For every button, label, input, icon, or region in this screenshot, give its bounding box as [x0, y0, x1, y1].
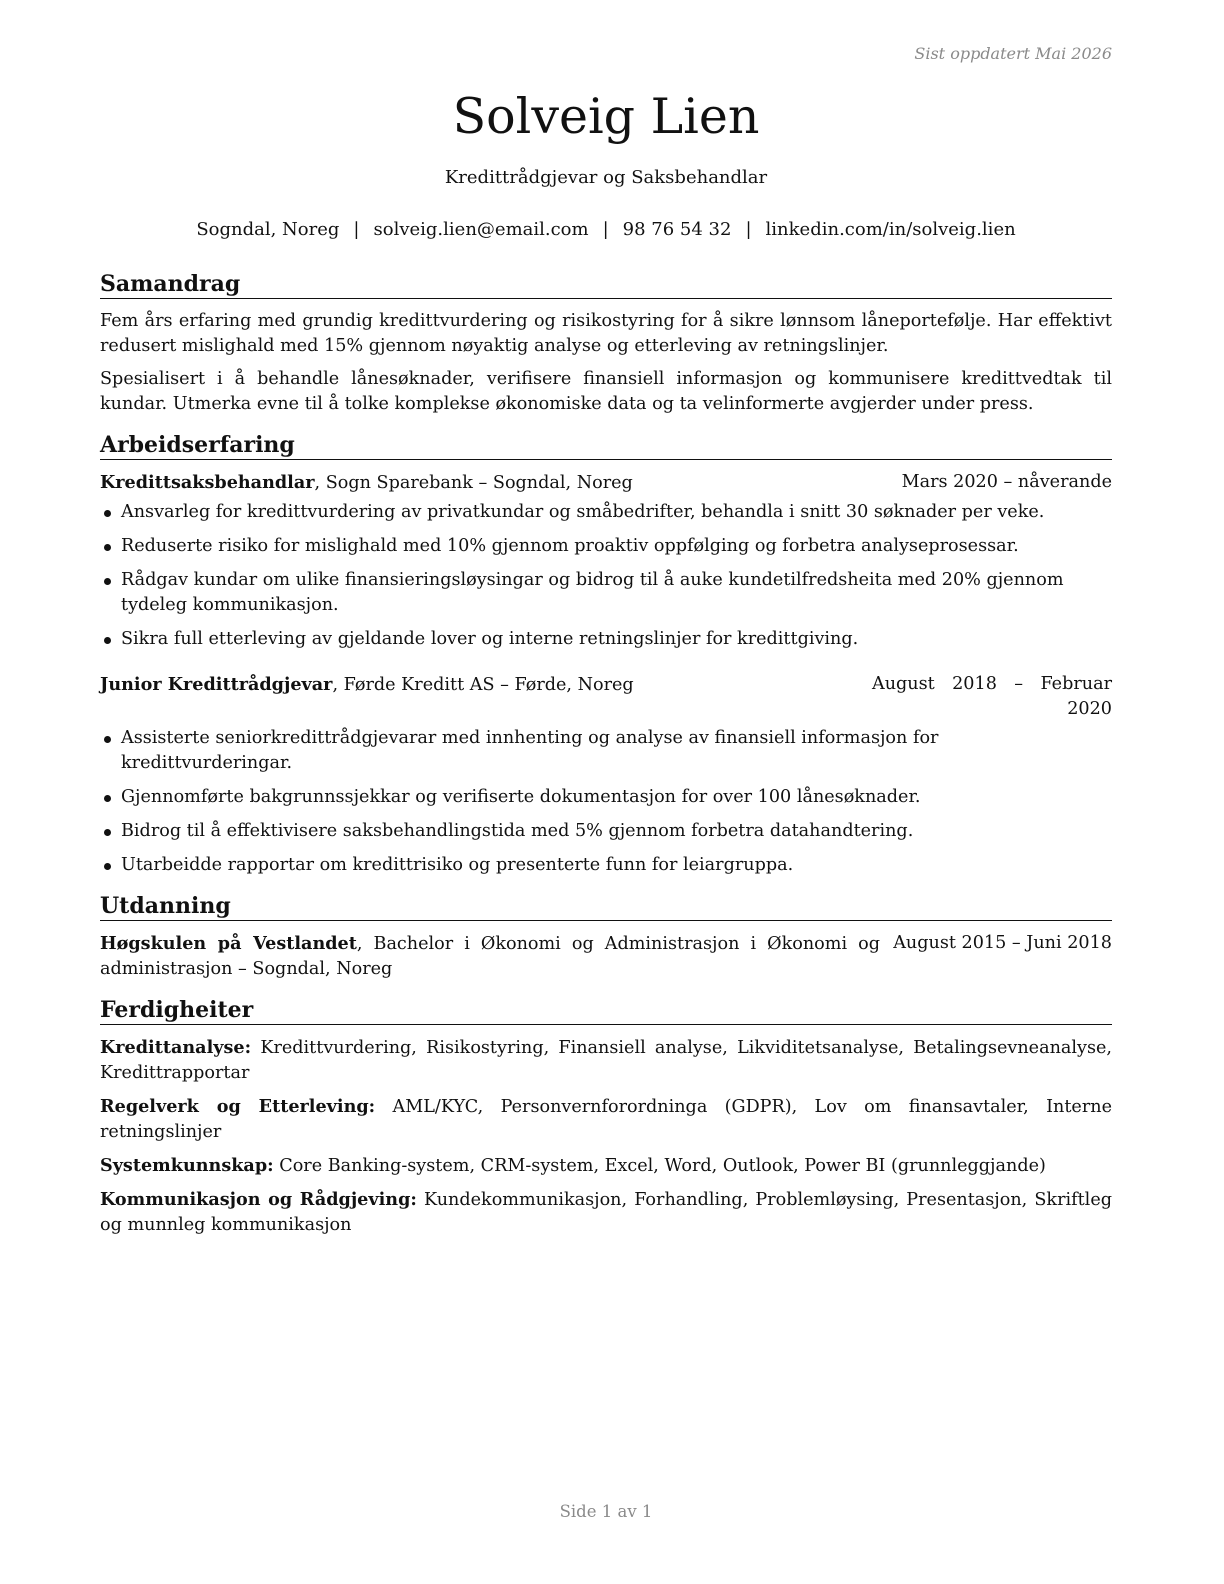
list-item — [100, 534, 1112, 559]
bullet-text: Assisterte seniorkredittrådgjevarar med innhenting og analyse av finansiell informasjon for kredittvurderingar. — [121, 728, 939, 773]
bullet-text: Bidrog til å effektivisere saksbehandlingstida med 5% gjennom forbetra datahandtering. — [121, 821, 914, 841]
bullet-icon — [104, 510, 111, 517]
list-item — [100, 627, 1112, 652]
bullet-icon — [104, 637, 111, 644]
job-header — [100, 470, 1112, 496]
list-item — [100, 785, 1112, 810]
skill-value: Kundekommunikasjon, Forhandling, Problemløysing, Presentasjon, Skriftleg og munnleg kommunikasjon — [100, 1190, 1112, 1235]
contact-location: Sogndal, Noreg — [196, 219, 340, 240]
job-dates: Mars 2020 – nåverande — [901, 472, 1112, 492]
contact-separator: | — [353, 219, 360, 240]
summary-paragraph: Spesialisert i å behandle lånesøknader, verifisere finansiell informasjon og kommunisere kredittvedtak til kundar. Utmerka evne til å tolke komplekse økonomiske data og ta velinformerte avgjerder under press. — [100, 369, 1112, 414]
skill-value: Kredittvurdering, Risikostyring, Finansiell analyse, Likviditetsanalyse, Betalingsevneanalyse, Kredittrapportar — [100, 1038, 1112, 1083]
skill-value: Core Banking-system, CRM-system, Excel, Word, Outlook, Power BI (grunnleggjande) — [273, 1156, 1046, 1176]
bullet-icon — [104, 829, 111, 836]
education-entry — [100, 931, 1112, 982]
candidate-title: Kredittrådgjevar og Saksbehandlar — [444, 167, 768, 188]
bullet-text: Ansvarleg for kredittvurdering av privatkundar og småbedrifter, behandla i snitt 30 søknader per veke. — [121, 502, 1045, 522]
bullet-text: Utarbeidde rapportar om kredittrisiko og presenterte funn for leiargruppa. — [121, 855, 794, 875]
bullet-icon — [104, 544, 111, 551]
list-item — [100, 500, 1112, 525]
education-school: Høgskulen på Vestlandet — [100, 933, 357, 954]
resume-page — [100, 0, 1112, 1584]
section-heading-summary: Samandrag — [100, 270, 1112, 299]
skill-label: Kommunikasjon og Rådgjeving: — [100, 1189, 417, 1210]
education-degree: , Bachelor i Økonomi og Administrasjon i Økonomi og administrasjon – Sogndal, Noreg — [100, 934, 880, 979]
contact-line — [100, 219, 1112, 240]
section-heading-experience: Arbeidserfaring — [100, 431, 1112, 460]
resume-content — [100, 270, 1112, 1246]
last-updated: Sist oppdatert Mai 2026 — [914, 44, 1112, 63]
job-employer: , Sogn Sparebank – Sogndal, Noreg — [314, 473, 633, 493]
bullet-text: Sikra full etterleving av gjeldande lover og interne retningslinjer for kredittgiving. — [121, 629, 859, 649]
contact-phone: 98 76 54 32 — [622, 219, 732, 240]
skill-label: Systemkunnskap: — [100, 1155, 274, 1176]
section-heading-skills: Ferdigheiter — [100, 996, 1112, 1025]
contact-separator: | — [745, 219, 752, 240]
skill-row — [100, 1153, 1112, 1179]
job-entry — [100, 470, 1112, 652]
skill-row — [100, 1035, 1112, 1086]
bullet-text: Rådgav kundar om ulike finansieringsløysingar og bidrog til å auke kundetilfredsheita med 20% gjennom tydeleg kommunikasjon. — [121, 570, 1064, 615]
job-role: Kredittsaksbehandlar — [100, 472, 315, 493]
contact-linkedin[interactable]: linkedin.com/in/solveig.lien — [765, 219, 1016, 240]
job-entry — [100, 672, 1112, 878]
job-title-line — [100, 672, 634, 698]
education-dates: August 2015 – Juni 2018 — [893, 933, 1112, 953]
education-title-line — [100, 931, 880, 982]
contact-separator: | — [602, 219, 609, 240]
job-header — [100, 672, 1112, 722]
section-heading-education: Utdanning — [100, 892, 1112, 921]
skill-label: Regelverk og Etterleving: — [100, 1096, 376, 1117]
candidate-name: Solveig Lien — [452, 88, 760, 145]
list-item — [100, 853, 1112, 878]
bullet-icon — [104, 736, 111, 743]
list-item — [100, 726, 1112, 776]
bullet-icon — [104, 795, 111, 802]
contact-email[interactable]: solveig.lien@email.com — [373, 219, 589, 240]
page-number: Side 1 av 1 — [559, 1502, 653, 1521]
job-employer: , Førde Kreditt AS – Førde, Noreg — [332, 675, 634, 695]
bullet-icon — [104, 863, 111, 870]
skill-row — [100, 1187, 1112, 1238]
job-dates: August 2018 – Februar 2020 — [872, 674, 1112, 719]
bullet-text: Gjennomførte bakgrunnssjekkar og verifiserte dokumentasjon for over 100 lånesøknader. — [121, 787, 921, 807]
job-title-line — [100, 470, 633, 496]
skill-label: Kredittanalyse: — [100, 1037, 252, 1058]
list-item — [100, 568, 1112, 618]
bullet-text: Reduserte risiko for mislighald med 10% gjennom proaktiv oppfølging og forbetra analyseprosessar. — [121, 536, 1019, 556]
skill-row — [100, 1094, 1112, 1145]
job-role: Junior Kredittrådgjevar — [100, 674, 333, 695]
summary-paragraph: Fem års erfaring med grundig kredittvurdering og risikostyring for å sikre lønnsom låneportefølje. Har effektivt redusert mislighald med 15% gjennom nøyaktig analyse og etterleving av retningslinjer. — [100, 311, 1112, 356]
job-bullets — [100, 500, 1112, 652]
bullet-icon — [104, 578, 111, 585]
list-item — [100, 819, 1112, 844]
skill-value: AML/KYC, Personvernforordninga (GDPR), Lov om finansavtaler, Interne retningslinjer — [100, 1097, 1112, 1142]
job-bullets — [100, 726, 1112, 878]
